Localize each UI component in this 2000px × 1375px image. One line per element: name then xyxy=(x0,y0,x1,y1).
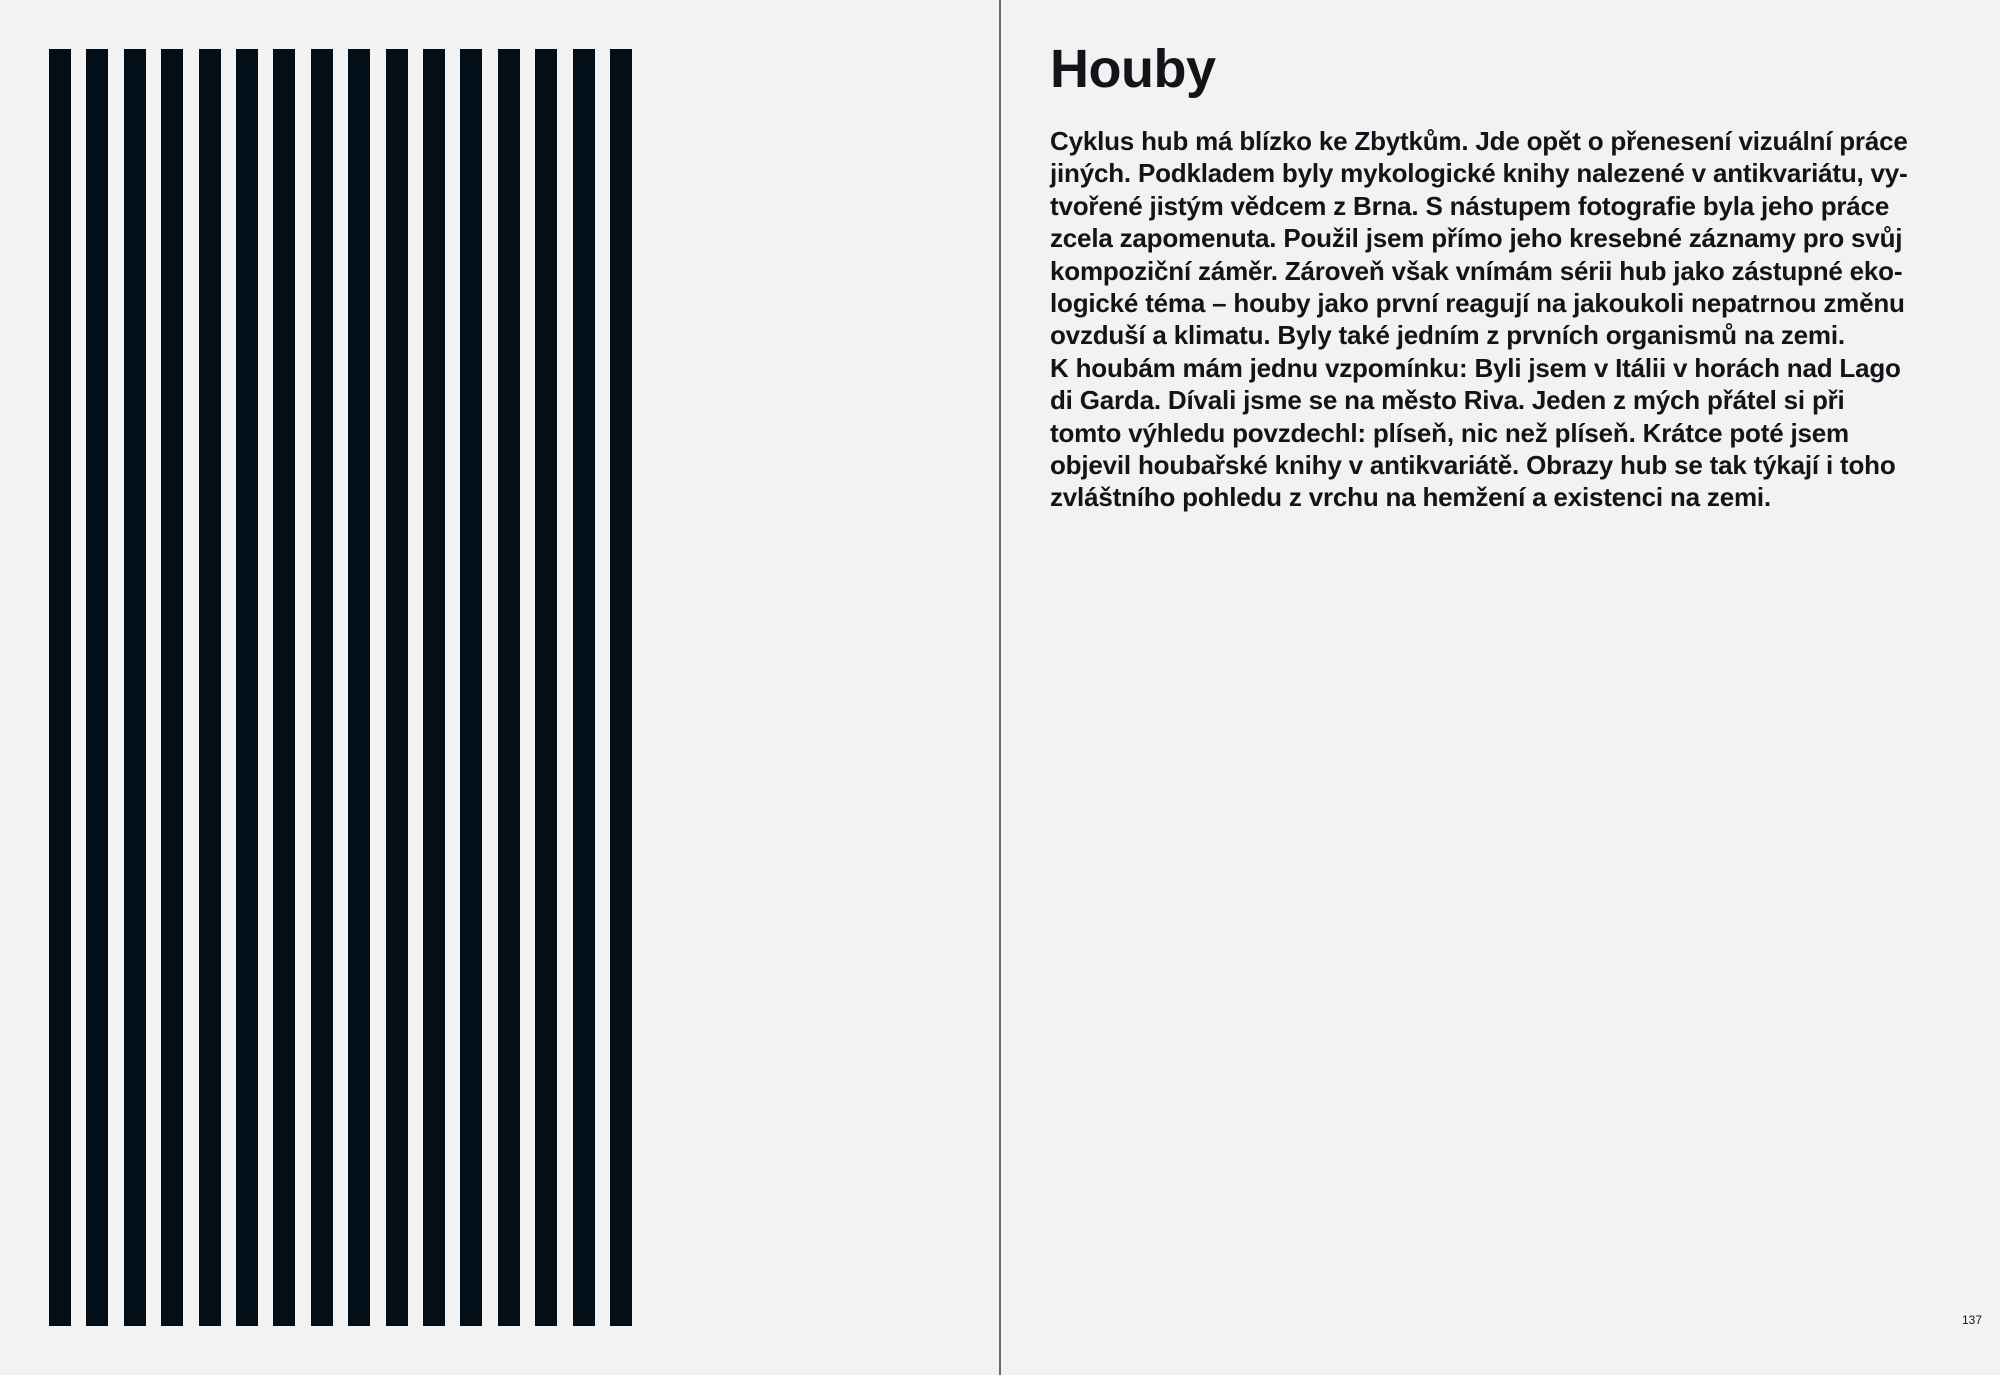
stripe-bar xyxy=(161,49,183,1326)
page-number: 137 xyxy=(1961,1313,1982,1327)
stripe-bar xyxy=(573,49,595,1326)
stripe-bar xyxy=(460,49,482,1326)
body-line: logické téma – houby jako první reagují na jakoukoli nepatrnou změnu xyxy=(1050,288,1905,319)
stripe-bar xyxy=(423,49,445,1326)
body-line: tomto výhledu povzdechl: plíseň, nic než plíseň. Krátce poté jsem xyxy=(1050,417,1849,448)
body-line: Cyklus hub má blízko ke Zbytkům. Jde opět o přenesení vizuální práce xyxy=(1050,126,1908,156)
body-line: objevil houbařské knihy v antikvariátě. Obrazy hub se tak týkají i toho xyxy=(1050,450,1896,481)
stripe-bar xyxy=(311,49,333,1326)
body-line: jiných. Podkladem byly mykologické knihy nalezené v antikvariátu, vy- xyxy=(1050,158,1908,189)
body-line: K houbám mám jednu vzpomínku: Byli jsem v Itálii v horách nad Lago xyxy=(1050,352,1901,383)
left-page xyxy=(0,0,999,1375)
stripe-bar xyxy=(273,49,295,1326)
body-line: kompoziční záměr. Zároveň však vnímám sérii hub jako zástupné eko- xyxy=(1050,255,1903,286)
stripe-bar xyxy=(86,49,108,1326)
article-body xyxy=(1050,125,1950,514)
body-line: tvořené jistým vědcem z Brna. S nástupem fotografie byla jeho práce xyxy=(1050,190,1890,221)
striped-artwork xyxy=(49,49,635,1326)
stripe-bar xyxy=(199,49,221,1326)
body-line: ovzduší a klimatu. Byly také jedním z prvních organismů na zemi. xyxy=(1050,320,1845,351)
stripe-bar xyxy=(498,49,520,1326)
stripe-bar xyxy=(236,49,258,1326)
stripe-bar xyxy=(49,49,71,1326)
stripe-bar xyxy=(610,49,632,1326)
body-line: di Garda. Dívali jsme se na město Riva. Jeden z mých přátel si při xyxy=(1050,385,1845,416)
stripe-bar xyxy=(348,49,370,1326)
stripe-bar xyxy=(124,49,146,1326)
body-line: zcela zapomenuta. Použil jsem přímo jeho kresebné záznamy pro svůj xyxy=(1050,223,1903,254)
article-title: Houby xyxy=(1050,39,1216,99)
stripe-bar xyxy=(386,49,408,1326)
body-line: zvláštního pohledu z vrchu na hemžení a existenci na zemi. xyxy=(1050,482,1771,513)
stripe-bar xyxy=(535,49,557,1326)
right-page xyxy=(1001,0,2000,1375)
